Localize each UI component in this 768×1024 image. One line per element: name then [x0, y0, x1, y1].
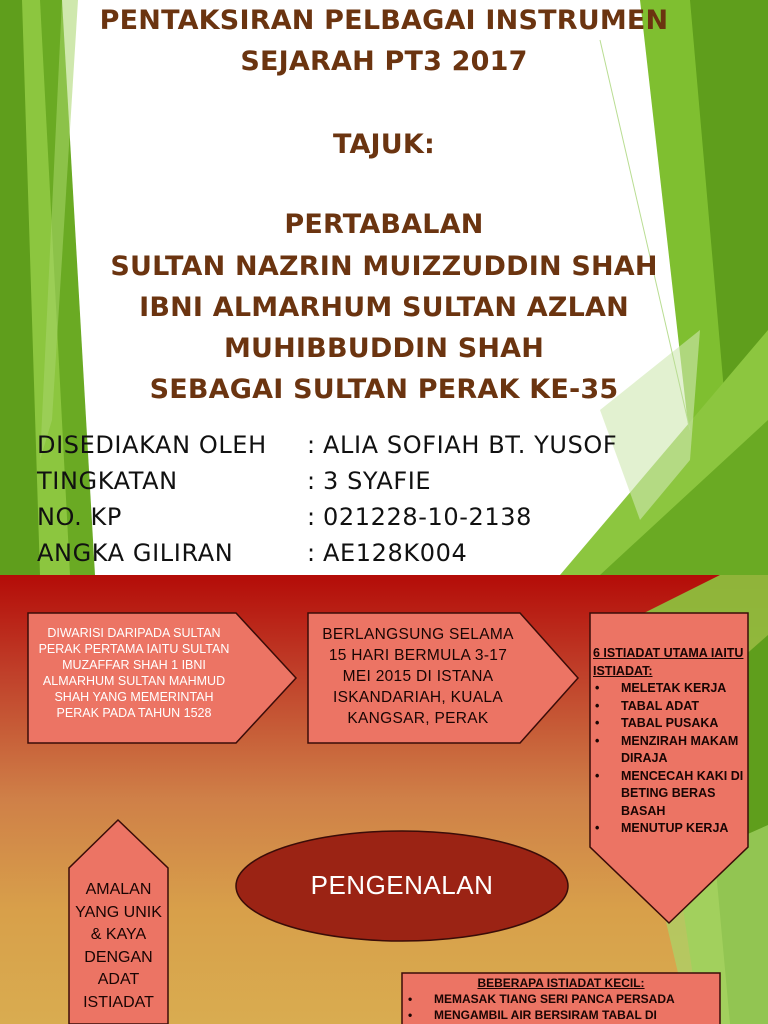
info-separator: :	[307, 503, 316, 531]
tajuk-label: TAJUK:	[332, 129, 436, 160]
info-value: ALIA SOFIAH BT. YUSOF	[323, 431, 618, 459]
list-item: • MEMASAK TIANG SERI PANCA PERSADA	[406, 991, 716, 1007]
center-label: PENGENALAN	[310, 870, 494, 900]
title-line-ibni: IBNI ALMARHUM SULTAN AZLAN	[139, 292, 629, 323]
box4-text: AMALAN YANG UNIK & KAYA DENGAN ADAT ISTIADAT	[75, 881, 162, 1011]
info-separator: :	[307, 431, 316, 459]
info-label: NO. KP	[37, 503, 122, 531]
box3-content	[593, 645, 745, 838]
title-line-1: PENTAKSIRAN PELBAGAI INSTRUMEN	[99, 5, 669, 36]
info-label: ANGKA GILIRAN	[37, 539, 234, 567]
list-item: • MELETAK KERJA	[593, 680, 745, 698]
box5-list	[406, 991, 716, 1023]
list-item: • MENCECAH KAKI DI BETING BERAS BASAH	[593, 768, 745, 821]
title-line-pertabalan: PERTABALAN	[284, 209, 484, 240]
info-value: 021228-10-2138	[323, 503, 532, 531]
list-item: • MENZIRAH MAKAM DIRAJA	[593, 733, 745, 768]
info-row-no-kp	[37, 503, 532, 531]
title-line-perak: SEBAGAI SULTAN PERAK KE-35	[149, 374, 619, 405]
info-label: DISEDIAKAN OLEH	[37, 431, 267, 459]
info-separator: :	[307, 539, 316, 567]
box5-content	[406, 975, 716, 1023]
box1-text: DIWARISI DARIPADA SULTAN PERAK PERTAMA IAITU SULTAN MUZAFFAR SHAH 1 IBNI ALMARHUM SULTAN MAHMUD SHAH YANG MEMERINTAH PERAK PADA TAHUN 1528	[38, 626, 230, 720]
box5-heading: BEBERAPA ISTIADAT KECIL:	[477, 976, 645, 990]
info-label: TINGKATAN	[37, 467, 178, 495]
info-separator: :	[307, 467, 316, 495]
info-value: 3 SYAFIE	[323, 467, 432, 495]
list-item: • MENGAMBIL AIR BERSIRAM TABAL DI	[406, 1007, 716, 1023]
box2-text: BERLANGSUNG SELAMA 15 HARI BERMULA 3-17 MEI 2015 DI ISTANA ISKANDARIAH, KUALA KANGSAR, PERAK	[322, 626, 514, 727]
box3-heading: 6 ISTIADAT UTAMA IAITU ISTIADAT:	[593, 646, 744, 678]
title-line-sultan: SULTAN NAZRIN MUIZZUDDIN SHAH	[110, 251, 658, 282]
title-line-2: SEJARAH PT3 2017	[240, 46, 528, 77]
box3-list	[593, 680, 745, 838]
info-row-disediakan	[37, 431, 617, 459]
info-row-tingkatan	[37, 467, 431, 495]
list-item: • TABAL PUSAKA	[593, 715, 745, 733]
list-item: • MENUTUP KERJA	[593, 820, 745, 838]
info-value: AE128K004	[323, 539, 468, 567]
title-line-muhibbuddin: MUHIBBUDDIN SHAH	[223, 333, 545, 364]
info-row-angka-giliran	[37, 539, 467, 567]
mindmap-slide	[0, 575, 768, 1024]
list-item: • TABAL ADAT	[593, 698, 745, 716]
